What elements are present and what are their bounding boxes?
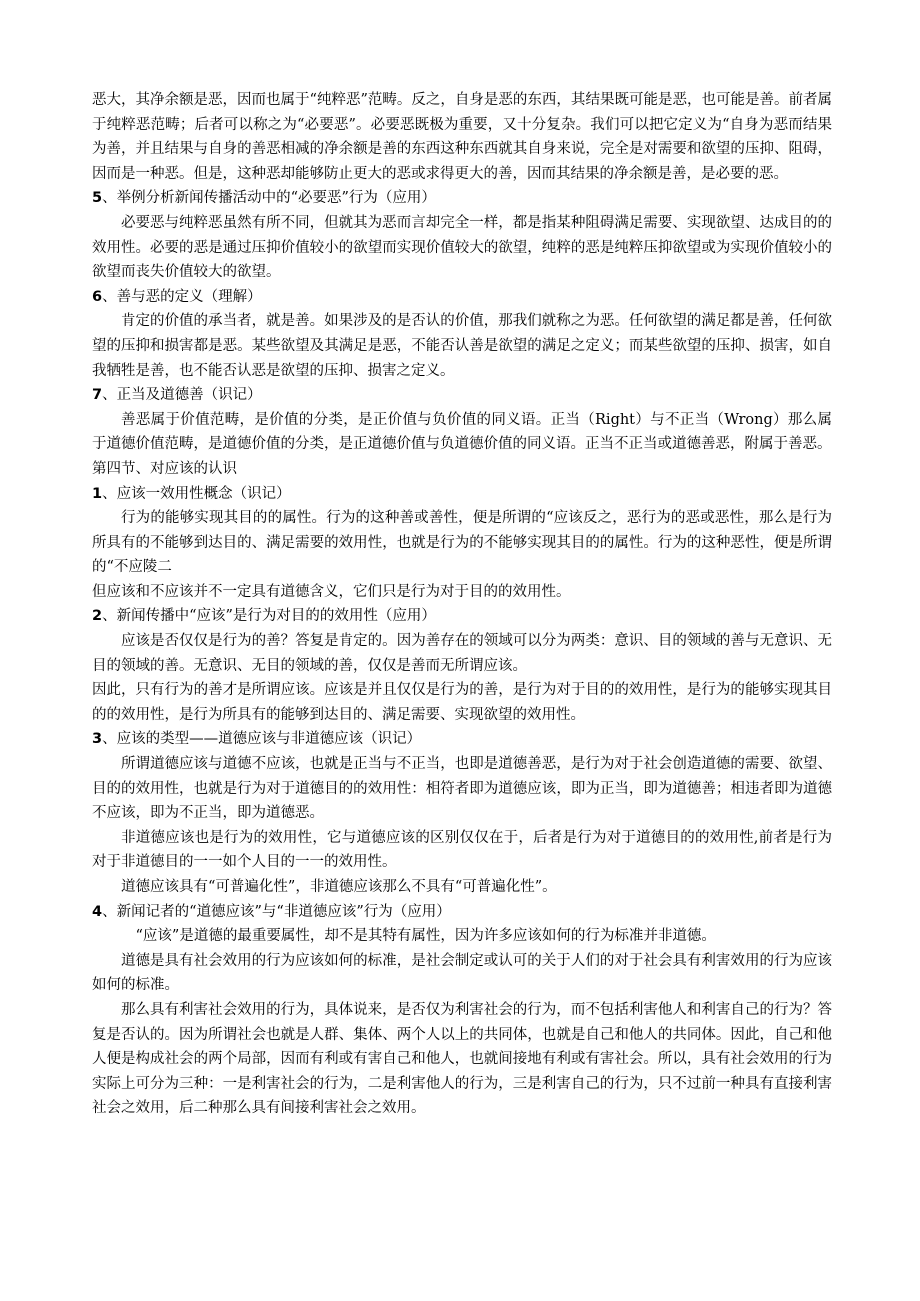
heading-number: 3 xyxy=(92,731,103,748)
paragraph: 但应该和不应该并不一定具有道德含义，它们只是行为对于目的的效用性。 xyxy=(92,583,571,600)
paragraph: “应该”是道德的最重要属性，却不是其特有属性，因为许多应该如何的行为标准并非道德。 xyxy=(135,928,716,945)
paragraph: 非道德应该也是行为的效用性，它与道德应该的区别仅仅在于，后者是行为对于道德目的的效用性,前者是行为对于非道德目的一一如个人目的一一的效用性。 xyxy=(92,829,832,871)
heading-s4 xyxy=(92,900,832,925)
heading-6 xyxy=(92,285,832,310)
heading-7 xyxy=(92,383,832,408)
paragraph: 道德是具有社会效用的行为应该如何的标准，是社会制定或认可的关于人们的对于社会具有利害效用的行为应该如何的标准。 xyxy=(92,952,832,994)
heading-text: 、举例分析新闻传播活动中的“必要恶”行为（应用） xyxy=(102,190,436,207)
paragraph: 行为的能够实现其目的的属性。行为的这种善或善性，便是所谓的“应该反之，恶行为的恶或恶性，那么是行为所具有的不能够到达目的、满足需要的效用性，也就是行为的不能够实现其目的的属性。行为的这种恶性，便是所谓的“不应陵二 xyxy=(92,510,832,576)
heading-s2 xyxy=(92,604,832,629)
heading-number: 2 xyxy=(92,608,103,625)
heading-number: 5 xyxy=(92,190,103,207)
heading-number: 1 xyxy=(92,485,103,502)
heading-text: 、新闻传播中“应该”是行为对目的的效用性（应用） xyxy=(102,608,436,625)
paragraph: 恶大，其净余额是恶，因而也属于“纯粹恶”范畴。反之，自身是恶的东西，其结果既可能是恶，也可能是善。前者属于纯粹恶范畴；后者可以称之为“必要恶”。必要恶既极为重要，又十分复杂。我们可以把它定义为“自身为恶而结果为善，并且结果与自身的善恶相减的净余额是善的东西这种东西就其自身来说，完全是对需要和欲望的压抑、阻碍，因而是一种恶。但是，这种恶却能够防止更大的恶或求得更大的善，因而其结果的净余额是善，是必要的恶。 xyxy=(92,92,832,182)
heading-5 xyxy=(92,186,832,211)
paragraph: 善恶属于价值范畴，是价值的分类，是正价值与负价值的同义语。正当（Right）与不正当（Wrong）那么属于道德价值范畴，是道德价值的分类，是正道德价值与负道德价值的同义语。正当不正当或道德善恶，附属于善恶。 xyxy=(92,411,832,453)
paragraph: 所谓道德应该与道德不应该，也就是正当与不正当，也即是道德善恶，是行为对于社会创造道德的需要、欲望、目的的效用性，也就是行为对于道德目的的效用性：相符者即为道德应该，即为正当，即为道德善；相违者即为道德不应该，即为不正当，即为道德恶。 xyxy=(92,756,832,822)
paragraph: 应该是否仅仅是行为的善？答复是肯定的。因为善存在的领域可以分为两类：意识、目的领域的善与无意识、无目的领域的善。无意识、无目的领域的善，仅仅是善而无所谓应该。 xyxy=(92,633,832,674)
paragraph: 道德应该具有“可普遍化性”，非道德应该那么不具有“可普遍化性”。 xyxy=(121,879,557,895)
paragraph: 因此，只有行为的善才是所谓应该。应该是并且仅仅是行为的善，是行为对于目的的效用性，是行为的能够实现其目的的效用性，是行为所具有的能够到达目的、满足需要、实现欲望的效用性。 xyxy=(92,682,832,723)
heading-s1 xyxy=(92,482,832,507)
paragraph: 必要恶与纯粹恶虽然有所不同，但就其为恶而言却完全一样，都是指某种阻碍满足需要、实现欲望、达成目的的效用性。必要的恶是通过压抑价值较小的欲望而实现价值较大的欲望，纯粹的恶是纯粹压抑欲望或为实现价值较小的欲望而丧失价值较大的欲望。 xyxy=(92,214,832,281)
heading-text: 、应该的类型——道德应该与非道德应该（识记） xyxy=(102,731,422,748)
document-page xyxy=(92,88,832,1121)
paragraph: 那么具有利害社会效用的行为，具体说来，是否仅为利害社会的行为，而不包括利害他人和利害自己的行为？答复是否认的。因为所谓社会也就是人群、集体、两个人以上的共同体，也就是自己和他人的共同体。因此，自己和他人便是构成社会的两个局部，因而有利或有害自己和他人，也就间接地有利或有害社会。所以，具有社会效用的行为实际上可分为三种：一是利害社会的行为，二是利害他人的行为，三是利害自己的行为，只不过前一种具有直接利害社会之效用，后二种那么具有间接利害社会之效用。 xyxy=(92,1001,832,1117)
heading-text: 、善与恶的定义（理解） xyxy=(102,288,262,305)
heading-text: 、正当及道德善（识记） xyxy=(102,387,262,404)
section-title: 第四节、对应该的认识 xyxy=(92,460,237,477)
heading-s3 xyxy=(92,727,832,752)
heading-text: 、应该一效用性概念（识记） xyxy=(102,485,291,502)
paragraph: 肯定的价值的承当者，就是善。如果涉及的是否认的价值，那我们就称之为恶。任何欲望的满足都是善，任何欲望的压抑和损害都是恶。某些欲望及其满足是恶，不能否认善是欲望的满足之定义；而某些欲望的压抑、损害，如自我牺牲是善，也不能否认恶是欲望的压抑、损害之定义。 xyxy=(92,313,832,379)
heading-text: 、新闻记者的“道德应该”与“非道德应该”行为（应用） xyxy=(102,903,451,920)
heading-number: 4 xyxy=(92,903,103,920)
heading-number: 6 xyxy=(92,288,103,305)
heading-number: 7 xyxy=(92,387,103,404)
